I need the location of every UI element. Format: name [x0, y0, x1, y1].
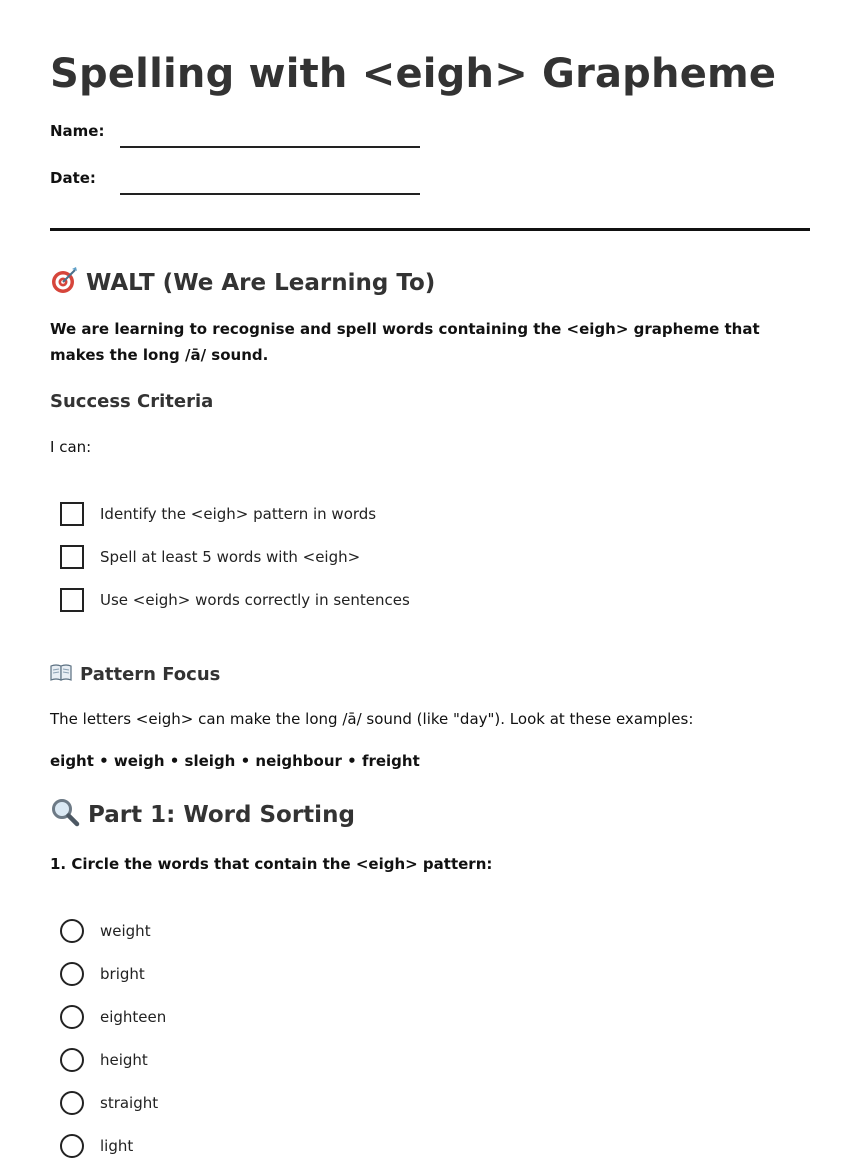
page-title: Spelling with <eigh> Grapheme	[50, 51, 777, 97]
part1-heading	[50, 797, 355, 833]
magnifier-icon	[50, 797, 80, 833]
checkbox[interactable]	[60, 502, 84, 526]
criteria-item[interactable]	[60, 535, 410, 578]
date-label: Date:	[50, 169, 96, 187]
word-option[interactable]	[60, 1081, 166, 1124]
header-divider	[50, 228, 810, 231]
walt-heading	[50, 266, 435, 300]
radio-circle[interactable]	[60, 1048, 84, 1072]
date-line[interactable]	[120, 193, 420, 195]
radio-circle[interactable]	[60, 962, 84, 986]
part1-heading-text: Part 1: Word Sorting	[88, 802, 355, 828]
checkbox[interactable]	[60, 588, 84, 612]
word-label: straight	[100, 1093, 159, 1112]
criteria-item[interactable]	[60, 578, 410, 621]
word-label: eighteen	[100, 1007, 167, 1026]
pattern-focus-heading-text: Pattern Focus	[80, 664, 221, 685]
name-label: Name:	[50, 122, 105, 140]
word-option[interactable]	[60, 952, 166, 995]
word-option[interactable]	[60, 1038, 166, 1081]
word-label: bright	[100, 964, 145, 983]
part1-question: 1. Circle the words that contain the <eigh> pattern:	[50, 855, 493, 873]
pattern-description: The letters <eigh> can make the long /ā/ sound (like "day"). Look at these examples:	[50, 710, 694, 728]
criteria-label: Spell at least 5 words with <eigh>	[100, 547, 361, 566]
walt-heading-text: WALT (We Are Learning To)	[86, 270, 436, 296]
pattern-focus-heading	[50, 663, 220, 686]
walt-statement: We are learning to recognise and spell words containing the <eigh> grapheme that makes the long /ā/ sound.	[50, 320, 760, 364]
book-icon	[50, 663, 72, 686]
radio-circle[interactable]	[60, 919, 84, 943]
criteria-label: Identify the <eigh> pattern in words	[100, 504, 377, 523]
word-option[interactable]	[60, 995, 166, 1038]
pattern-examples: eight • weigh • sleigh • neighbour • freight	[50, 752, 420, 770]
word-option[interactable]	[60, 909, 166, 952]
success-criteria-list	[60, 492, 410, 621]
criteria-label: Use <eigh> words correctly in sentences	[100, 590, 410, 609]
word-label: height	[100, 1050, 148, 1069]
word-options-list	[60, 909, 166, 1167]
word-label: weight	[100, 921, 151, 940]
radio-circle[interactable]	[60, 1134, 84, 1158]
name-line[interactable]	[120, 146, 420, 148]
criteria-item[interactable]	[60, 492, 410, 535]
success-criteria-intro: I can:	[50, 438, 92, 456]
date-field	[50, 169, 420, 187]
word-label: light	[100, 1136, 134, 1155]
checkbox[interactable]	[60, 545, 84, 569]
success-criteria-heading: Success Criteria	[50, 391, 214, 412]
target-icon	[50, 266, 78, 300]
radio-circle[interactable]	[60, 1005, 84, 1029]
radio-circle[interactable]	[60, 1091, 84, 1115]
name-field	[50, 122, 420, 140]
